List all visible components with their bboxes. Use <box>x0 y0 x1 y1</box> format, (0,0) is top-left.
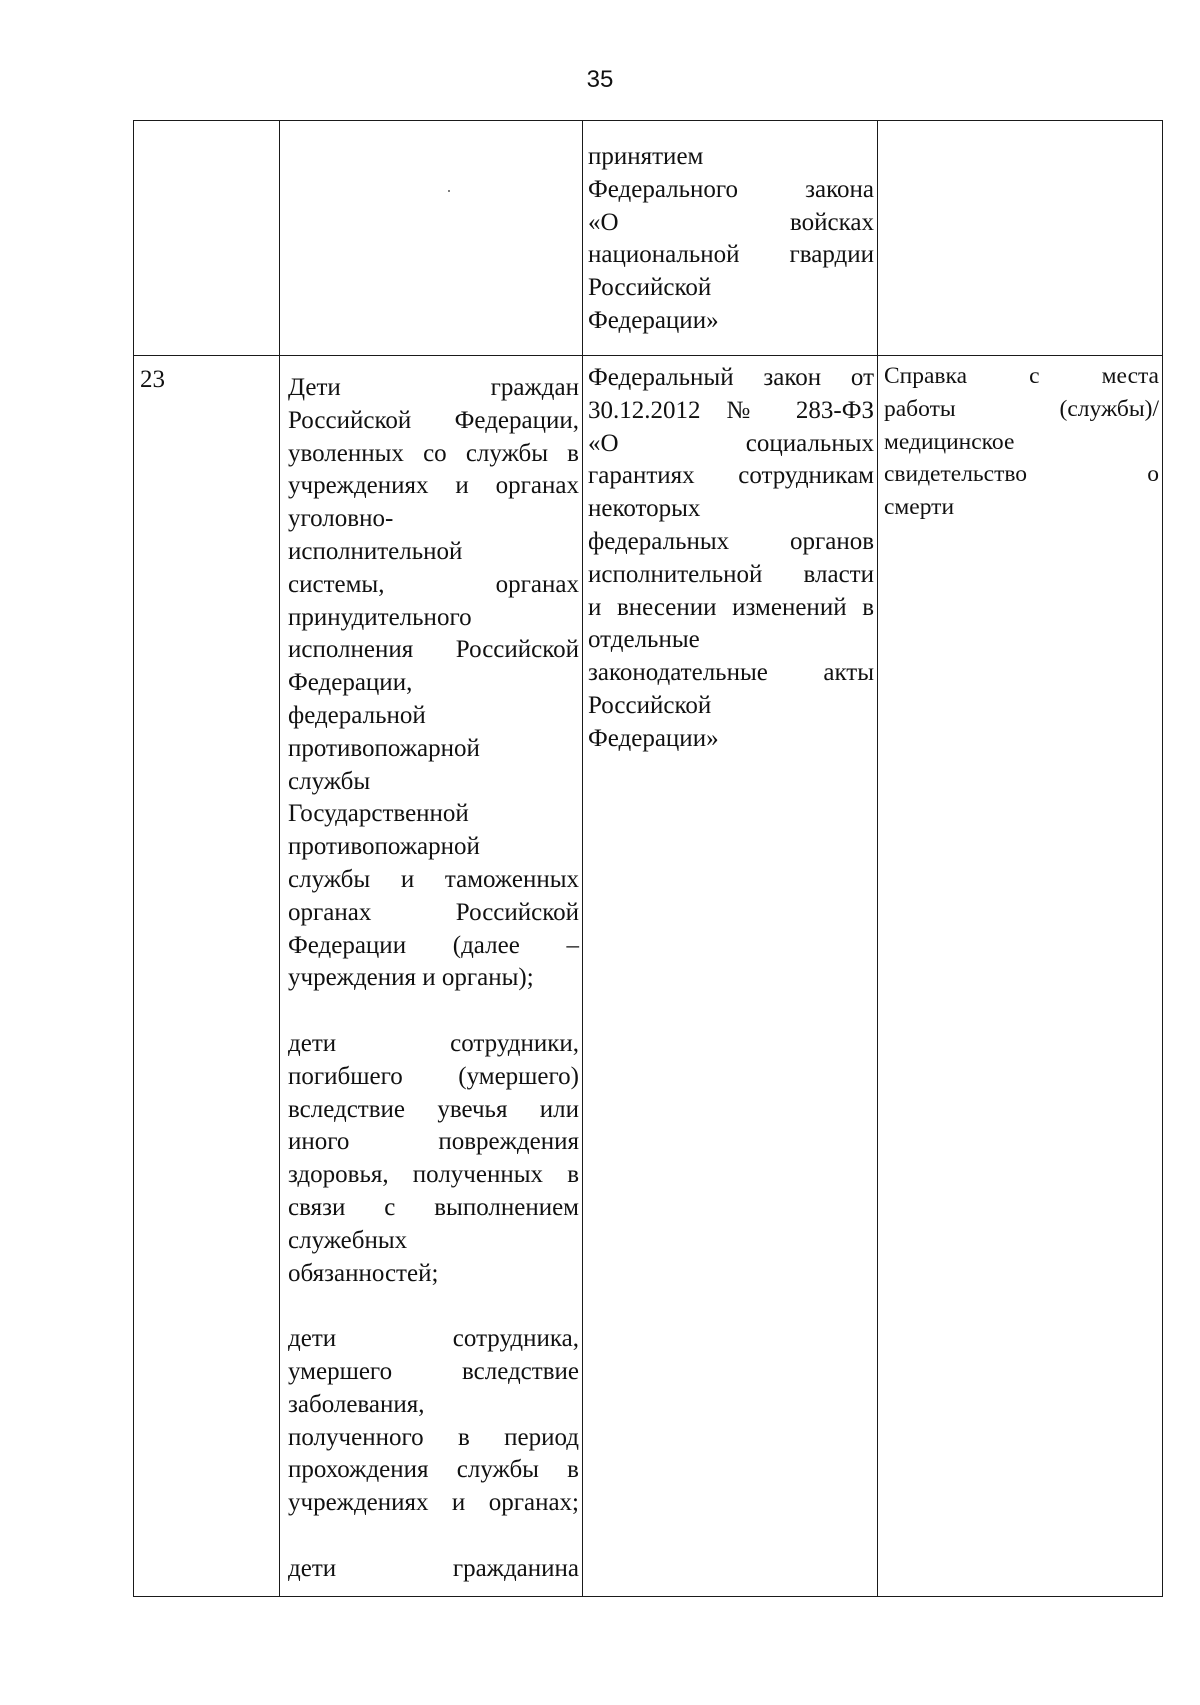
text-line: принудительного <box>288 603 472 631</box>
text-line: некоторых <box>588 495 701 523</box>
category-paragraph <box>288 1323 579 1520</box>
text-line: умершего вследствие <box>288 1357 579 1385</box>
text-line: смерти <box>884 494 955 521</box>
law-cell <box>583 121 878 356</box>
text-line: обязанностей; <box>288 1259 439 1287</box>
documents-text-block <box>884 360 1159 524</box>
text-line: связи с выполнением <box>288 1193 579 1221</box>
law-cell <box>583 356 878 1597</box>
text-line: погибшего (умершего) <box>288 1062 579 1090</box>
text-line: исполнения Российской <box>288 636 579 664</box>
text-line: отдельные <box>588 626 700 654</box>
text-line: противопожарной <box>288 833 480 861</box>
text-line: дети сотрудника, <box>288 1325 579 1353</box>
text-line: учреждениях и органах; <box>288 1489 579 1517</box>
text-line: иного повреждения <box>288 1128 579 1156</box>
text-line: дети гражданина <box>288 1554 579 1582</box>
text-line: Российской Федерации, <box>288 406 579 434</box>
text-line: федеральных органов <box>588 527 874 555</box>
text-line: полученного в период <box>288 1423 579 1451</box>
text-line: исполнительной власти <box>588 560 874 588</box>
text-line: Российской <box>588 274 712 302</box>
text-line: прохождения службы в <box>288 1456 579 1484</box>
text-line: Дети граждан <box>288 374 579 401</box>
paragraph-gap <box>288 1520 579 1553</box>
row-number-cell: 23 <box>134 356 280 1597</box>
text-line: Государственной <box>288 800 469 828</box>
text-line: работы (службы)/ <box>884 395 1159 422</box>
text-line: противопожарной <box>288 734 480 762</box>
text-line: учреждения и органы); <box>288 964 534 992</box>
text-line: службы и таможенных <box>288 865 579 893</box>
text-line: национальной гвардии <box>588 241 874 269</box>
law-text-block <box>588 362 874 756</box>
text-line: службы <box>288 767 371 795</box>
text-line: Справка с места <box>884 363 1159 389</box>
table-row-continued <box>134 121 1163 356</box>
paragraph-gap <box>288 1290 579 1323</box>
text-line: Федерации» <box>588 306 719 334</box>
row-number-cell <box>134 121 280 356</box>
page-number: 35 <box>586 66 614 93</box>
text-line: вследствие увечья или <box>288 1095 579 1123</box>
text-line: Федерального закона <box>588 175 874 203</box>
text-line: здоровья, полученных в <box>288 1161 579 1189</box>
text-line: и внесении изменений в <box>588 593 874 621</box>
text-line: «О социальных <box>588 429 874 457</box>
text-line: учреждениях и органах <box>288 472 579 500</box>
category-text-block <box>288 372 579 1585</box>
text-line: Федерации» <box>588 724 719 752</box>
text-line: заболевания, <box>288 1390 425 1418</box>
text-line: дети сотрудники, <box>288 1029 579 1057</box>
text-line: Федеральный закон от <box>588 364 874 391</box>
category-paragraph <box>288 1028 579 1290</box>
text-line: Федерации (далее – <box>288 931 579 959</box>
document-table <box>133 120 1163 1597</box>
text-line: законодательные акты <box>588 659 874 687</box>
text-line: принятием <box>588 143 704 170</box>
law-text-block <box>588 141 874 338</box>
table-row-23 <box>134 356 1163 1597</box>
text-line: медицинское <box>884 428 1015 455</box>
text-line: органах Российской <box>288 898 579 926</box>
text-line: 30.12.2012 № 283-ФЗ <box>588 396 874 424</box>
category-paragraph <box>288 372 579 995</box>
text-line: служебных <box>288 1226 408 1254</box>
category-cell <box>280 356 583 1597</box>
text-line: уволенных со службы в <box>288 439 579 467</box>
scan-speck <box>448 190 450 192</box>
text-line: «О войсках <box>588 208 874 236</box>
documents-cell <box>878 356 1163 1597</box>
text-line: системы, органах <box>288 570 579 598</box>
category-cell <box>280 121 583 356</box>
text-line: Федерации, <box>288 669 413 697</box>
text-line: гарантиях сотрудникам <box>588 462 874 490</box>
documents-cell <box>878 121 1163 356</box>
text-line: уголовно- <box>288 505 394 533</box>
text-line: Российской <box>588 691 712 719</box>
text-line: исполнительной <box>288 537 463 565</box>
text-line: свидетельство о <box>884 461 1159 488</box>
text-line: федеральной <box>288 701 426 729</box>
category-paragraph <box>288 1553 579 1586</box>
paragraph-gap <box>288 995 579 1028</box>
